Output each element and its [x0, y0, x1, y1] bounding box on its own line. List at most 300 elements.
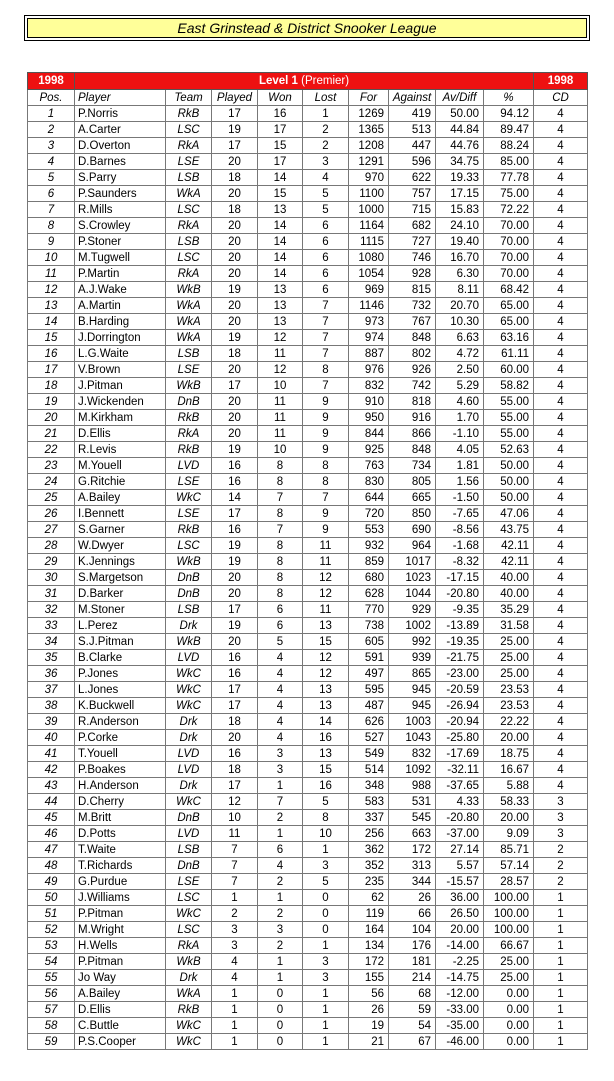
cell-cd: 4 — [534, 714, 588, 730]
cell-player: T.Youell — [75, 746, 166, 762]
cell-percent: 25.00 — [484, 650, 534, 666]
cell-player: R.Mills — [75, 202, 166, 218]
cell-against: 104 — [389, 922, 436, 938]
cell-av-diff: -37.00 — [436, 826, 484, 842]
cell-player: W.Dwyer — [75, 538, 166, 554]
cell-cd: 4 — [534, 682, 588, 698]
cell-won: 17 — [258, 154, 303, 170]
cell-against: 54 — [389, 1018, 436, 1034]
cell-pos: 51 — [28, 906, 75, 922]
cell-against: 746 — [389, 250, 436, 266]
cell-won: 4 — [258, 698, 303, 714]
cell-against: 1044 — [389, 586, 436, 602]
cell-for: 973 — [349, 314, 389, 330]
cell-av-diff: 4.72 — [436, 346, 484, 362]
cell-player: M.Kirkham — [75, 410, 166, 426]
cell-played: 17 — [212, 138, 258, 154]
cell-for: 1100 — [349, 186, 389, 202]
cell-played: 16 — [212, 650, 258, 666]
cell-against: 690 — [389, 522, 436, 538]
table-row — [28, 234, 588, 250]
cell-team: RkB — [166, 522, 212, 538]
cell-percent: 40.00 — [484, 570, 534, 586]
cell-av-diff: -8.32 — [436, 554, 484, 570]
cell-against: 734 — [389, 458, 436, 474]
cell-cd: 1 — [534, 970, 588, 986]
cell-cd: 4 — [534, 282, 588, 298]
cell-cd: 1 — [534, 1002, 588, 1018]
cell-for: 352 — [349, 858, 389, 874]
cell-for: 969 — [349, 282, 389, 298]
cell-played: 19 — [212, 538, 258, 554]
cell-percent: 43.75 — [484, 522, 534, 538]
table-row — [28, 474, 588, 490]
cell-team: WkA — [166, 298, 212, 314]
cell-won: 14 — [258, 250, 303, 266]
cell-against: 59 — [389, 1002, 436, 1018]
cell-won: 11 — [258, 426, 303, 442]
cell-against: 848 — [389, 330, 436, 346]
cell-cd: 1 — [534, 906, 588, 922]
cell-played: 17 — [212, 506, 258, 522]
cell-percent: 77.78 — [484, 170, 534, 186]
cell-pos: 2 — [28, 122, 75, 138]
cell-won: 2 — [258, 810, 303, 826]
cell-for: 844 — [349, 426, 389, 442]
cell-percent: 61.11 — [484, 346, 534, 362]
cell-team: LSE — [166, 506, 212, 522]
cell-pos: 29 — [28, 554, 75, 570]
cell-for: 1269 — [349, 106, 389, 122]
table-row — [28, 266, 588, 282]
cell-av-diff: -1.68 — [436, 538, 484, 554]
cell-for: 1365 — [349, 122, 389, 138]
cell-played: 20 — [212, 410, 258, 426]
cell-won: 8 — [258, 586, 303, 602]
cell-for: 62 — [349, 890, 389, 906]
cell-played: 3 — [212, 938, 258, 954]
cell-won: 4 — [258, 666, 303, 682]
cell-lost: 7 — [303, 490, 349, 506]
cell-played: 7 — [212, 874, 258, 890]
cell-pos: 24 — [28, 474, 75, 490]
cell-pos: 53 — [28, 938, 75, 954]
cell-against: 447 — [389, 138, 436, 154]
cell-for: 591 — [349, 650, 389, 666]
cell-team: RkB — [166, 1002, 212, 1018]
cell-against: 214 — [389, 970, 436, 986]
table-row — [28, 138, 588, 154]
cell-lost: 13 — [303, 698, 349, 714]
header-row — [28, 90, 588, 106]
cell-percent: 100.00 — [484, 890, 534, 906]
table-row — [28, 298, 588, 314]
league-title-banner — [27, 18, 587, 38]
cell-pos: 42 — [28, 762, 75, 778]
table-row — [28, 746, 588, 762]
cell-cd: 1 — [534, 890, 588, 906]
cell-against: 964 — [389, 538, 436, 554]
cell-against: 682 — [389, 218, 436, 234]
cell-against: 732 — [389, 298, 436, 314]
cell-for: 497 — [349, 666, 389, 682]
cell-cd: 4 — [534, 394, 588, 410]
cell-played: 11 — [212, 826, 258, 842]
cell-lost: 10 — [303, 826, 349, 842]
cell-percent: 31.58 — [484, 618, 534, 634]
cell-player: B.Clarke — [75, 650, 166, 666]
cell-played: 17 — [212, 698, 258, 714]
cell-won: 2 — [258, 874, 303, 890]
cell-for: 925 — [349, 442, 389, 458]
cell-lost: 1 — [303, 986, 349, 1002]
cell-team: LSC — [166, 250, 212, 266]
cell-pos: 44 — [28, 794, 75, 810]
cell-percent: 88.24 — [484, 138, 534, 154]
cell-cd: 4 — [534, 154, 588, 170]
cell-team: LSC — [166, 890, 212, 906]
table-row — [28, 906, 588, 922]
level-label: Level 1 — [258, 75, 298, 87]
cell-team: Drk — [166, 970, 212, 986]
cell-team: WkC — [166, 490, 212, 506]
cell-pos: 5 — [28, 170, 75, 186]
cell-player: P.S.Cooper — [75, 1034, 166, 1050]
cell-pos: 50 — [28, 890, 75, 906]
cell-player: D.Overton — [75, 138, 166, 154]
cell-av-diff: -32.11 — [436, 762, 484, 778]
table-row — [28, 394, 588, 410]
cell-played: 20 — [212, 362, 258, 378]
cell-player: B.Harding — [75, 314, 166, 330]
cell-lost: 6 — [303, 218, 349, 234]
cell-team: WkA — [166, 986, 212, 1002]
cell-for: 1080 — [349, 250, 389, 266]
cell-percent: 100.00 — [484, 906, 534, 922]
cell-percent: 50.00 — [484, 458, 534, 474]
cell-against: 1023 — [389, 570, 436, 586]
cell-against: 815 — [389, 282, 436, 298]
cell-av-diff: 5.57 — [436, 858, 484, 874]
cell-cd: 4 — [534, 746, 588, 762]
cell-team: LSC — [166, 202, 212, 218]
cell-team: WkA — [166, 330, 212, 346]
cell-av-diff: -35.00 — [436, 1018, 484, 1034]
cell-av-diff: -15.57 — [436, 874, 484, 890]
cell-percent: 57.14 — [484, 858, 534, 874]
cell-against: 818 — [389, 394, 436, 410]
cell-lost: 7 — [303, 314, 349, 330]
cell-av-diff: 4.05 — [436, 442, 484, 458]
cell-player: D.Barker — [75, 586, 166, 602]
cell-player: D.Barnes — [75, 154, 166, 170]
cell-lost: 11 — [303, 538, 349, 554]
cell-percent: 25.00 — [484, 970, 534, 986]
cell-played: 20 — [212, 186, 258, 202]
cell-lost: 9 — [303, 506, 349, 522]
cell-team: RkA — [166, 266, 212, 282]
cell-cd: 4 — [534, 602, 588, 618]
cell-av-diff: 20.00 — [436, 922, 484, 938]
cell-for: 626 — [349, 714, 389, 730]
cell-lost: 6 — [303, 282, 349, 298]
cell-lost: 12 — [303, 650, 349, 666]
cell-player: I.Bennett — [75, 506, 166, 522]
cell-percent: 72.22 — [484, 202, 534, 218]
cell-for: 487 — [349, 698, 389, 714]
cell-played: 20 — [212, 426, 258, 442]
table-row — [28, 666, 588, 682]
cell-percent: 25.00 — [484, 954, 534, 970]
table-row — [28, 922, 588, 938]
cell-team: RkB — [166, 410, 212, 426]
cell-pos: 34 — [28, 634, 75, 650]
cell-won: 1 — [258, 778, 303, 794]
cell-pos: 3 — [28, 138, 75, 154]
cell-team: LSB — [166, 170, 212, 186]
table-row — [28, 538, 588, 554]
cell-percent: 85.00 — [484, 154, 534, 170]
cell-team: LVD — [166, 762, 212, 778]
cell-played: 12 — [212, 794, 258, 810]
cell-won: 13 — [258, 202, 303, 218]
cell-team: LSB — [166, 234, 212, 250]
cell-player: A.Bailey — [75, 986, 166, 1002]
cell-team: DnB — [166, 858, 212, 874]
cell-pos: 52 — [28, 922, 75, 938]
cell-against: 848 — [389, 442, 436, 458]
cell-played: 18 — [212, 762, 258, 778]
cell-played: 1 — [212, 1018, 258, 1034]
cell-percent: 50.00 — [484, 490, 534, 506]
cell-cd: 4 — [534, 202, 588, 218]
cell-played: 19 — [212, 330, 258, 346]
cell-cd: 4 — [534, 570, 588, 586]
cell-played: 18 — [212, 714, 258, 730]
cell-cd: 4 — [534, 618, 588, 634]
cell-pos: 55 — [28, 970, 75, 986]
cell-lost: 15 — [303, 762, 349, 778]
cell-av-diff: -20.94 — [436, 714, 484, 730]
cell-team: WkB — [166, 378, 212, 394]
cell-won: 11 — [258, 346, 303, 362]
cell-cd: 1 — [534, 986, 588, 1002]
cell-team: LVD — [166, 650, 212, 666]
cell-percent: 50.00 — [484, 474, 534, 490]
cell-av-diff: 26.50 — [436, 906, 484, 922]
cell-pos: 25 — [28, 490, 75, 506]
cell-player: J.Williams — [75, 890, 166, 906]
table-row — [28, 410, 588, 426]
cell-av-diff: -8.56 — [436, 522, 484, 538]
cell-played: 20 — [212, 250, 258, 266]
cell-lost: 4 — [303, 170, 349, 186]
cell-percent: 75.00 — [484, 186, 534, 202]
cell-percent: 55.00 — [484, 426, 534, 442]
cell-percent: 25.00 — [484, 634, 534, 650]
cell-lost: 11 — [303, 602, 349, 618]
cell-for: 1000 — [349, 202, 389, 218]
cell-percent: 16.67 — [484, 762, 534, 778]
cell-lost: 12 — [303, 570, 349, 586]
table-row — [28, 842, 588, 858]
cell-player: S.Crowley — [75, 218, 166, 234]
cell-against: 1003 — [389, 714, 436, 730]
cell-against: 513 — [389, 122, 436, 138]
cell-pos: 59 — [28, 1034, 75, 1050]
cell-lost: 16 — [303, 778, 349, 794]
cell-played: 18 — [212, 170, 258, 186]
cell-player: H.Wells — [75, 938, 166, 954]
cell-team: WkA — [166, 314, 212, 330]
cell-lost: 14 — [303, 714, 349, 730]
cell-team: LSE — [166, 154, 212, 170]
cell-team: LVD — [166, 746, 212, 762]
cell-lost: 3 — [303, 970, 349, 986]
cell-against: 805 — [389, 474, 436, 490]
cell-cd: 4 — [534, 474, 588, 490]
cell-av-diff: 34.75 — [436, 154, 484, 170]
cell-av-diff: -20.59 — [436, 682, 484, 698]
header-lost: Lost — [303, 90, 349, 106]
cell-av-diff: -37.65 — [436, 778, 484, 794]
cell-percent: 65.00 — [484, 314, 534, 330]
cell-pos: 14 — [28, 314, 75, 330]
cell-pos: 48 — [28, 858, 75, 874]
table-row — [28, 378, 588, 394]
cell-pos: 43 — [28, 778, 75, 794]
cell-av-diff: -25.80 — [436, 730, 484, 746]
cell-pos: 13 — [28, 298, 75, 314]
cell-team: Drk — [166, 730, 212, 746]
cell-against: 767 — [389, 314, 436, 330]
cell-pos: 57 — [28, 1002, 75, 1018]
cell-lost: 6 — [303, 234, 349, 250]
cell-lost: 9 — [303, 426, 349, 442]
header-won: Won — [258, 90, 303, 106]
cell-team: DnB — [166, 570, 212, 586]
cell-lost: 8 — [303, 474, 349, 490]
cell-cd: 4 — [534, 298, 588, 314]
cell-av-diff: 36.00 — [436, 890, 484, 906]
cell-played: 17 — [212, 778, 258, 794]
cell-for: 348 — [349, 778, 389, 794]
cell-won: 4 — [258, 858, 303, 874]
table-row — [28, 826, 588, 842]
cell-percent: 94.12 — [484, 106, 534, 122]
cell-won: 5 — [258, 634, 303, 650]
table-row — [28, 330, 588, 346]
table-row — [28, 714, 588, 730]
table-row — [28, 634, 588, 650]
cell-lost: 5 — [303, 202, 349, 218]
cell-lost: 6 — [303, 250, 349, 266]
cell-pos: 27 — [28, 522, 75, 538]
cell-against: 1002 — [389, 618, 436, 634]
cell-pos: 21 — [28, 426, 75, 442]
cell-won: 1 — [258, 826, 303, 842]
cell-percent: 55.00 — [484, 410, 534, 426]
cell-cd: 4 — [534, 362, 588, 378]
cell-cd: 4 — [534, 554, 588, 570]
cell-pos: 49 — [28, 874, 75, 890]
cell-team: WkC — [166, 666, 212, 682]
cell-for: 970 — [349, 170, 389, 186]
cell-av-diff: -46.00 — [436, 1034, 484, 1050]
table-row — [28, 890, 588, 906]
cell-against: 1092 — [389, 762, 436, 778]
cell-percent: 23.53 — [484, 698, 534, 714]
cell-lost: 5 — [303, 794, 349, 810]
cell-pos: 20 — [28, 410, 75, 426]
cell-player: P.Boakes — [75, 762, 166, 778]
cell-against: 67 — [389, 1034, 436, 1050]
cell-played: 20 — [212, 570, 258, 586]
cell-player: D.Ellis — [75, 1002, 166, 1018]
header-team: Team — [166, 90, 212, 106]
cell-won: 7 — [258, 490, 303, 506]
cell-cd: 4 — [534, 538, 588, 554]
cell-played: 16 — [212, 522, 258, 538]
cell-cd: 4 — [534, 442, 588, 458]
cell-for: 859 — [349, 554, 389, 570]
cell-player: T.Waite — [75, 842, 166, 858]
cell-for: 680 — [349, 570, 389, 586]
cell-won: 13 — [258, 282, 303, 298]
cell-team: WkC — [166, 1018, 212, 1034]
cell-player: L.Jones — [75, 682, 166, 698]
cell-lost: 3 — [303, 858, 349, 874]
cell-cd: 4 — [534, 138, 588, 154]
cell-for: 950 — [349, 410, 389, 426]
cell-against: 929 — [389, 602, 436, 618]
table-row — [28, 858, 588, 874]
cell-lost: 5 — [303, 874, 349, 890]
cell-av-diff: 6.63 — [436, 330, 484, 346]
cell-percent: 35.29 — [484, 602, 534, 618]
table-row — [28, 458, 588, 474]
cell-lost: 6 — [303, 266, 349, 282]
cell-cd: 4 — [534, 122, 588, 138]
cell-av-diff: -2.25 — [436, 954, 484, 970]
cell-av-diff: 44.84 — [436, 122, 484, 138]
cell-played: 17 — [212, 602, 258, 618]
cell-team: RkA — [166, 938, 212, 954]
cell-av-diff: 4.60 — [436, 394, 484, 410]
cell-percent: 65.00 — [484, 298, 534, 314]
cell-cd: 4 — [534, 234, 588, 250]
cell-pos: 12 — [28, 282, 75, 298]
cell-percent: 58.33 — [484, 794, 534, 810]
cell-pos: 32 — [28, 602, 75, 618]
cell-cd: 4 — [534, 186, 588, 202]
cell-won: 0 — [258, 986, 303, 1002]
cell-percent: 47.06 — [484, 506, 534, 522]
header-against: Against — [389, 90, 436, 106]
cell-against: 865 — [389, 666, 436, 682]
cell-for: 553 — [349, 522, 389, 538]
cell-won: 3 — [258, 762, 303, 778]
cell-percent: 40.00 — [484, 586, 534, 602]
cell-played: 16 — [212, 666, 258, 682]
cell-cd: 4 — [534, 650, 588, 666]
cell-player: M.Wright — [75, 922, 166, 938]
cell-for: 644 — [349, 490, 389, 506]
cell-team: WkB — [166, 634, 212, 650]
cell-team: RkB — [166, 442, 212, 458]
table-row — [28, 570, 588, 586]
cell-cd: 4 — [534, 490, 588, 506]
